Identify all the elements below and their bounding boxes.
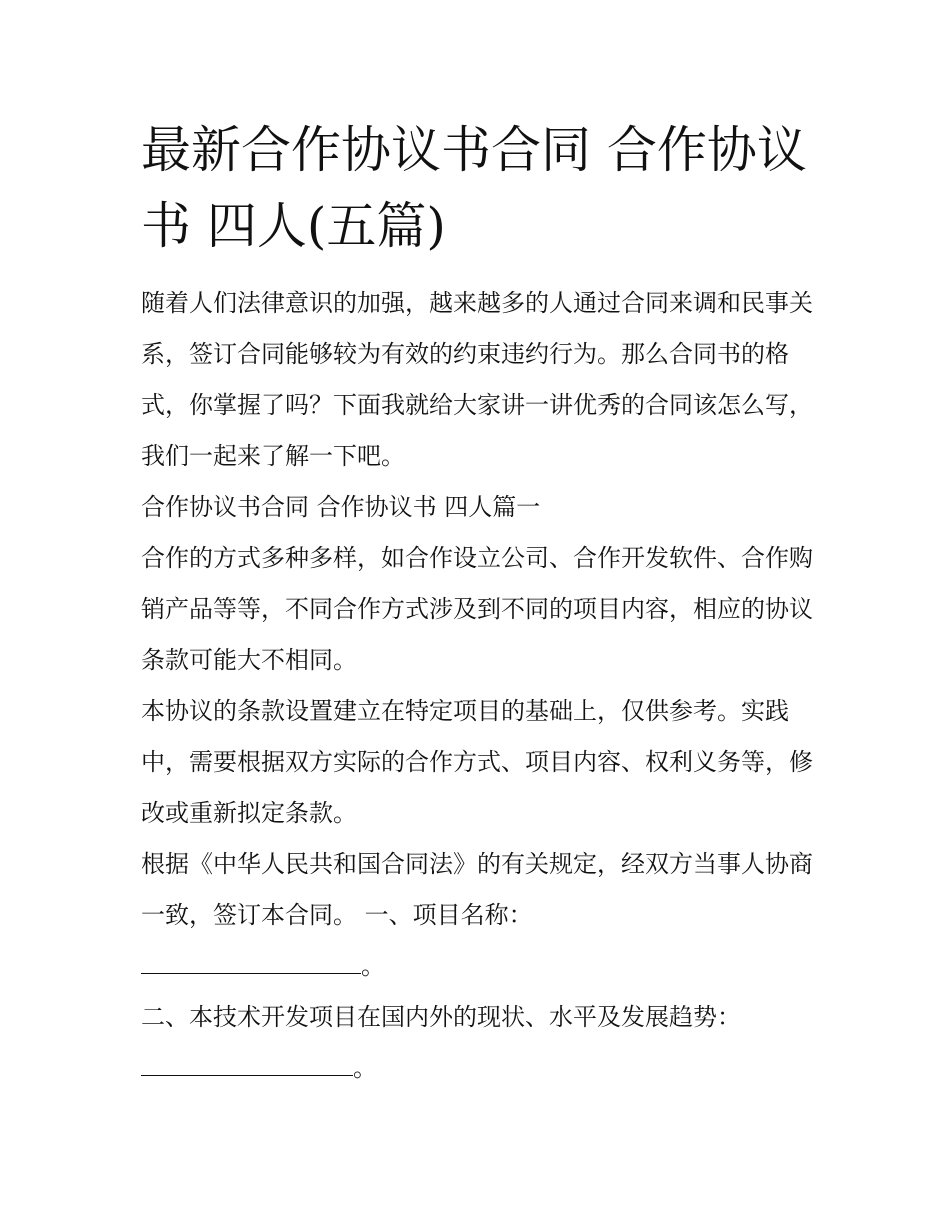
fill-in-line <box>141 1053 353 1076</box>
blank-end-mark: 。 <box>361 952 385 980</box>
project-name-blank <box>141 941 821 992</box>
paragraph-terms-note: 本协议的条款设置建立在特定项目的基础上，仅供参考。实践中，需要根据双方实际的合作方式、项目内容、权利义务等，修改或重新拟定条款。 <box>141 697 813 827</box>
section-heading: 合作协议书合同 合作协议书 四人篇一 <box>141 493 541 521</box>
status-trend-blank <box>141 1043 821 1094</box>
paragraph-cooperation-methods: 合作的方式多种多样，如合作设立公司、合作开发软件、合作购销产品等等，不同合作方式涉及到不同的项目内容，相应的协议条款可能大不相同。 <box>141 544 813 674</box>
item-2-heading: 二、本技术开发项目在国内外的现状、水平及发展趋势： <box>141 1003 741 1031</box>
blank-end-mark: 。 <box>353 1054 377 1082</box>
document-title: 最新合作协议书合同 合作协议书 四人(五篇) <box>141 121 807 255</box>
intro-paragraph: 随着人们法律意识的加强，越来越多的人通过合同来调和民事关系，签订合同能够较为有效的约束违约行为。那么合同书的格式，你掌握了吗？下面我就给大家讲一讲优秀的合同该怎么写，我们一起来了解一下吧。 <box>141 289 813 470</box>
document-body <box>141 278 821 1094</box>
paragraph-contract-basis: 根据《中华人民共和国合同法》的有关规定，经双方当事人协商一致，签订本合同。 一、项目名称： <box>141 850 813 929</box>
fill-in-line <box>141 951 361 974</box>
document-page <box>141 112 821 1094</box>
